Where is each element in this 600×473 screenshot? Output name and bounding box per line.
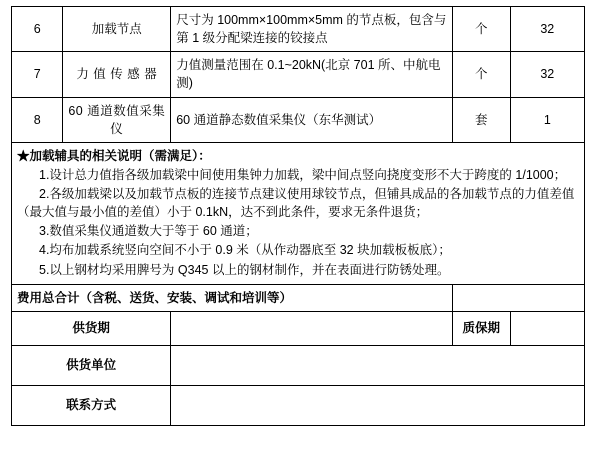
contact-row [12,385,585,425]
notes-row [12,142,585,284]
row-unit: 个 [453,7,511,52]
table-row [12,52,585,97]
supplier-row [12,345,585,385]
row-quantity: 32 [510,52,584,97]
row-quantity: 32 [510,7,584,52]
table-row [12,97,585,142]
note-item: 3.数值采集仪通道数大于等于 60 通道； [39,224,258,239]
notes-cell [12,142,585,284]
supplier-value[interactable] [171,345,585,385]
note-item: 4.均布加载系统竖向空间不小于 0.9 米（从作动器底至 32 块加载板板底）； [39,243,451,258]
row-quantity: 1 [510,97,584,142]
row-number: 6 [12,7,63,52]
row-description: 60 通道静态数值采集仪（东华测试） [171,97,453,142]
supply-period-label: 供货期 [12,311,171,345]
specification-table [11,6,585,426]
table-row [12,7,585,52]
row-description: 力值测量范围在 0.1~20kN(北京 701 所、中航电测) [171,52,453,97]
contact-label: 联系方式 [12,385,171,425]
warranty-value[interactable] [510,311,584,345]
warranty-label: 质保期 [453,311,511,345]
note-item: 1.设计总力值指各级加载梁中间使用集钟力加载，梁中间点竖向挠度变形不大于跨度的 1/1000； [39,167,567,182]
row-unit: 套 [453,97,511,142]
total-value[interactable] [453,284,585,311]
supply-warranty-row [12,311,585,345]
notes-title: ★加载辅具的相关说明（需满足）： [17,148,211,163]
row-item-name: 60 通道数值采集仪 [63,97,171,142]
note-item: 5.以上钢材均采用脾号为 Q345 以上的钢材制作，并在表面进行防锈处理。 [39,262,450,277]
row-description: 尺寸为 100mm×100mm×5mm 的节点板，包含与第 1 级分配梁连接的铰接点 [171,7,453,52]
contact-value[interactable] [171,385,585,425]
note-item: 2.各级加载梁以及加载节点板的连接节点建议使用球铰节点，但铺具成品的各加载节点的力值差值（最大值与最小值的差值）小于 0.1kN，达不到此条件，要求无条件退货； [17,187,575,220]
row-item-name: 力 值 传 感 器 [63,52,171,97]
notes-list [17,166,579,279]
supplier-label: 供货单位 [12,345,171,385]
total-label: 费用总合计（含税、送货、安装、调试和培训等） [12,284,453,311]
row-number: 8 [12,97,63,142]
row-number: 7 [12,52,63,97]
row-unit: 个 [453,52,511,97]
document-page [0,6,600,473]
supply-period-value[interactable] [171,311,453,345]
row-item-name: 加载节点 [63,7,171,52]
total-row [12,284,585,311]
